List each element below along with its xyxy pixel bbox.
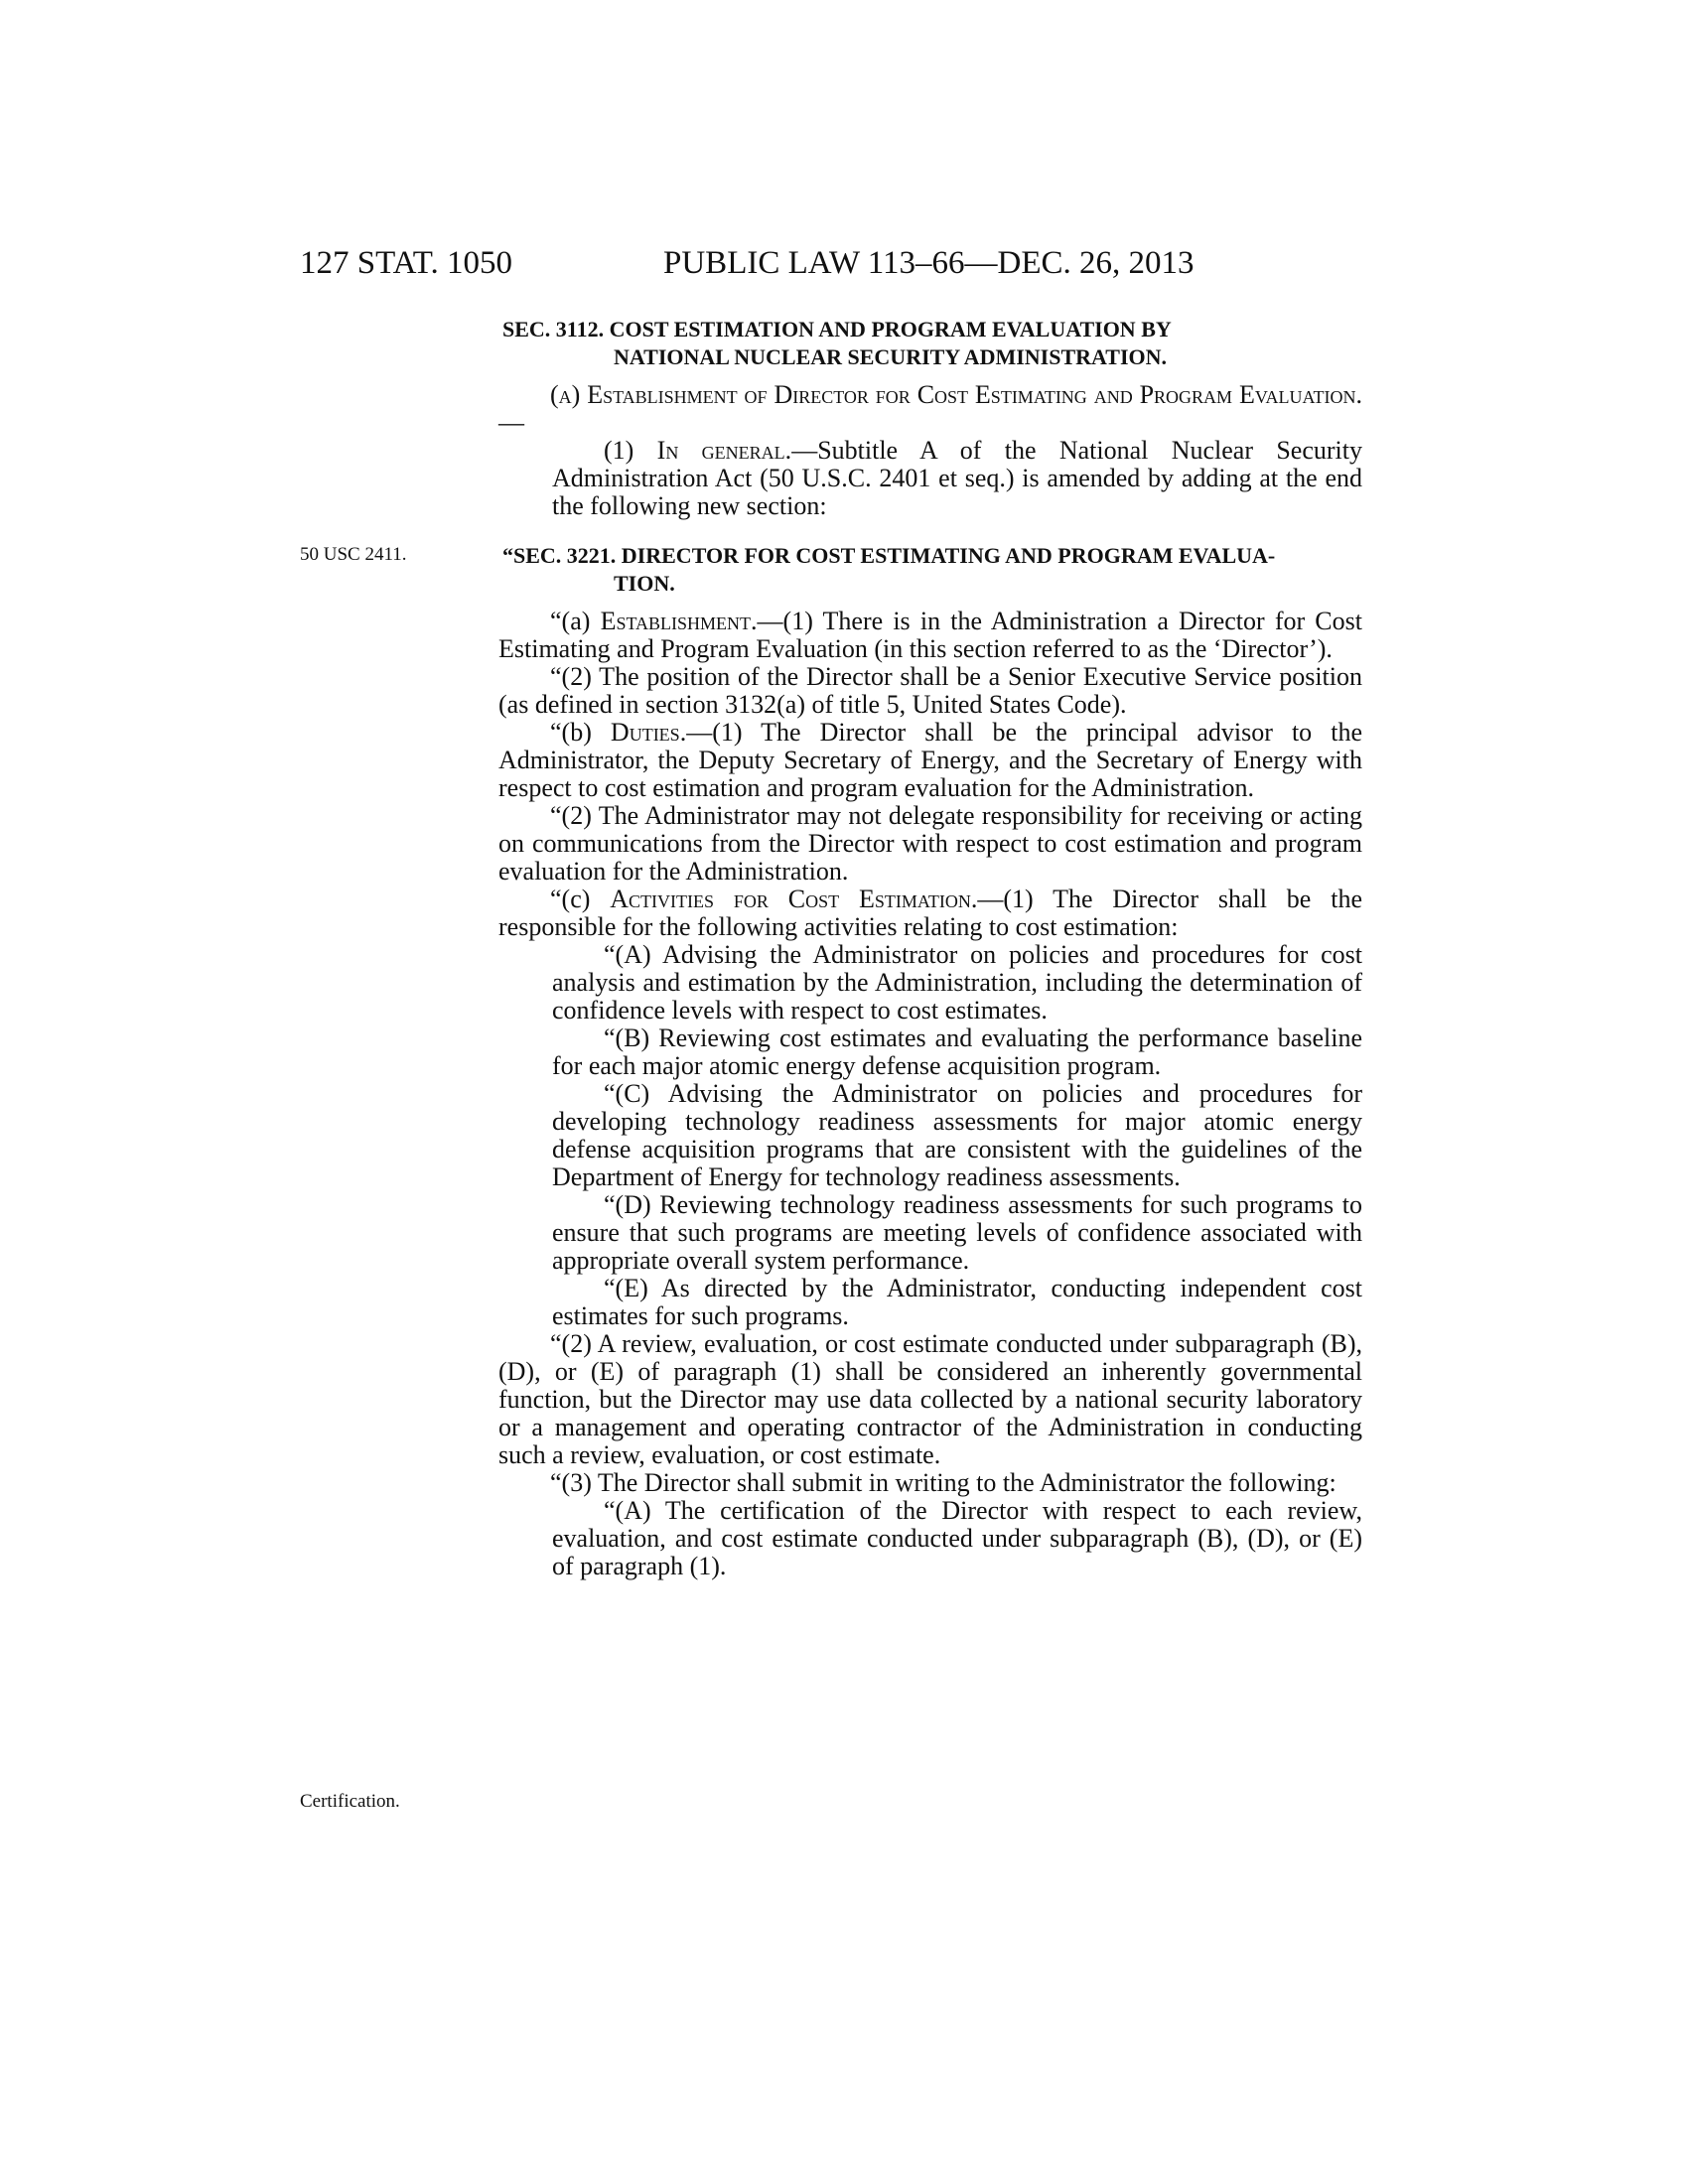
subparagraph-c-E: “(E) As directed by the Administrator, conducting independent cost estimates for such programs. <box>552 1274 1362 1330</box>
paragraph-1 <box>498 437 1362 520</box>
subsection-a-label: (a) Establishment of Director for Cost Estimating and Program Evaluation.— <box>498 380 1362 437</box>
section-3112-heading-line2: NATIONAL NUCLEAR SECURITY ADMINISTRATION. <box>614 344 1168 369</box>
subsection-c-prefix: “(c) <box>550 885 611 913</box>
subsection-a-paragraph-2: “(2) The position of the Director shall be a Senior Executive Service position (as defined in section 3132(a) of title 5, United States Code). <box>498 662 1362 719</box>
subparagraph-c-B: “(B) Reviewing cost estimates and evaluating the performance baseline for each major atomic energy defense acquisition program. <box>552 1024 1362 1080</box>
subsection-b-duties-label: Duties. <box>610 718 687 747</box>
subsection-a-establishment-label: Establishment. <box>600 607 758 635</box>
section-3112-body <box>498 381 1362 520</box>
section-3221-heading-line1: “SEC. 3221. DIRECTOR FOR COST ESTIMATING AND PROGRAM EVALUA- <box>502 543 1276 568</box>
subsection-b-duties-text: —(1) The Director shall be the principal advisor to the Administrator, the Deputy Secretary of Energy, and the Secretary of Energy with respect to cost estimation and program evaluation for the Administration. <box>498 718 1362 802</box>
subsection-c-activities-text: —(1) The Director shall be the responsible for the following activities relating to cost estimation: <box>498 885 1362 941</box>
subsection-c-activities-label: Activities for Cost Estimation. <box>610 885 978 913</box>
section-3112-heading <box>502 316 1360 371</box>
section-3221-heading-line2: TION. <box>614 571 675 596</box>
subparagraph-c3-A: “(A) The certification of the Director with respect to each review, evaluation, and cost estimate conducted under subparagraph (B), (D), or (E) of paragraph (1). <box>552 1496 1362 1580</box>
paragraph-1-text: —Subtitle A of the National Nuclear Security Administration Act (50 U.S.C. 2401 et seq.) is amended by adding at the end the following new section: <box>552 436 1362 520</box>
margin-note-usc: 50 USC 2411. <box>300 544 407 565</box>
subsection-a-establishment-text: —(1) There is in the Administration a Director for Cost Estimating and Program Evaluation (in this section referred to as the ‘Director’). <box>498 607 1362 663</box>
subsection-b-paragraph-2: “(2) The Administrator may not delegate responsibility for receiving or acting on communications from the Director with respect to cost estimation and program evaluation for the Administration. <box>498 801 1362 886</box>
paragraph-1-label: (1) In general. <box>604 436 792 465</box>
section-3221-body <box>498 608 1362 1580</box>
subparagraph-c-D: “(D) Reviewing technology readiness assessments for such programs to ensure that such programs are meeting levels of confidence associated with appropriate overall system performance. <box>552 1190 1362 1275</box>
subsection-b-duties <box>498 719 1362 802</box>
subparagraph-c-C: “(C) Advising the Administrator on policies and procedures for developing technology readiness assessments for major atomic energy defense acquisition programs that are consistent with the guidelines of the Department of Energy for technology readiness assessments. <box>552 1079 1362 1191</box>
subsection-c-paragraph-3: “(3) The Director shall submit in writing to the Administrator the following: <box>550 1468 1336 1497</box>
section-3221-heading <box>502 542 1360 598</box>
subparagraph-c-A: “(A) Advising the Administrator on policies and procedures for cost analysis and estimation by the Administration, including the determination of confidence levels with respect to cost estimates. <box>552 940 1362 1024</box>
page-header <box>300 245 1362 285</box>
subsection-a-establishment <box>498 608 1362 663</box>
subsection-a-prefix: “(a) <box>550 607 601 635</box>
section-3112-heading-line1: SEC. 3112. COST ESTIMATION AND PROGRAM EVALUATION BY <box>502 317 1172 341</box>
statute-page-number: 127 STAT. 1050 <box>300 245 513 281</box>
margin-note-certification: Certification. <box>300 1791 400 1812</box>
subsection-c-paragraph-2: “(2) A review, evaluation, or cost estimate conducted under subparagraph (B), (D), or (E) of paragraph (1) shall be considered an inherently governmental function, but the Director may use data collected by a national security laboratory or a management and operating contractor of the Administration in conducting such a review, evaluation, or cost estimate. <box>498 1329 1362 1469</box>
subsection-a-heading <box>498 381 1362 437</box>
subsection-b-prefix: “(b) <box>550 718 611 747</box>
running-title: PUBLIC LAW 113–66—DEC. 26, 2013 <box>663 245 1195 281</box>
subsection-c-activities <box>498 886 1362 941</box>
